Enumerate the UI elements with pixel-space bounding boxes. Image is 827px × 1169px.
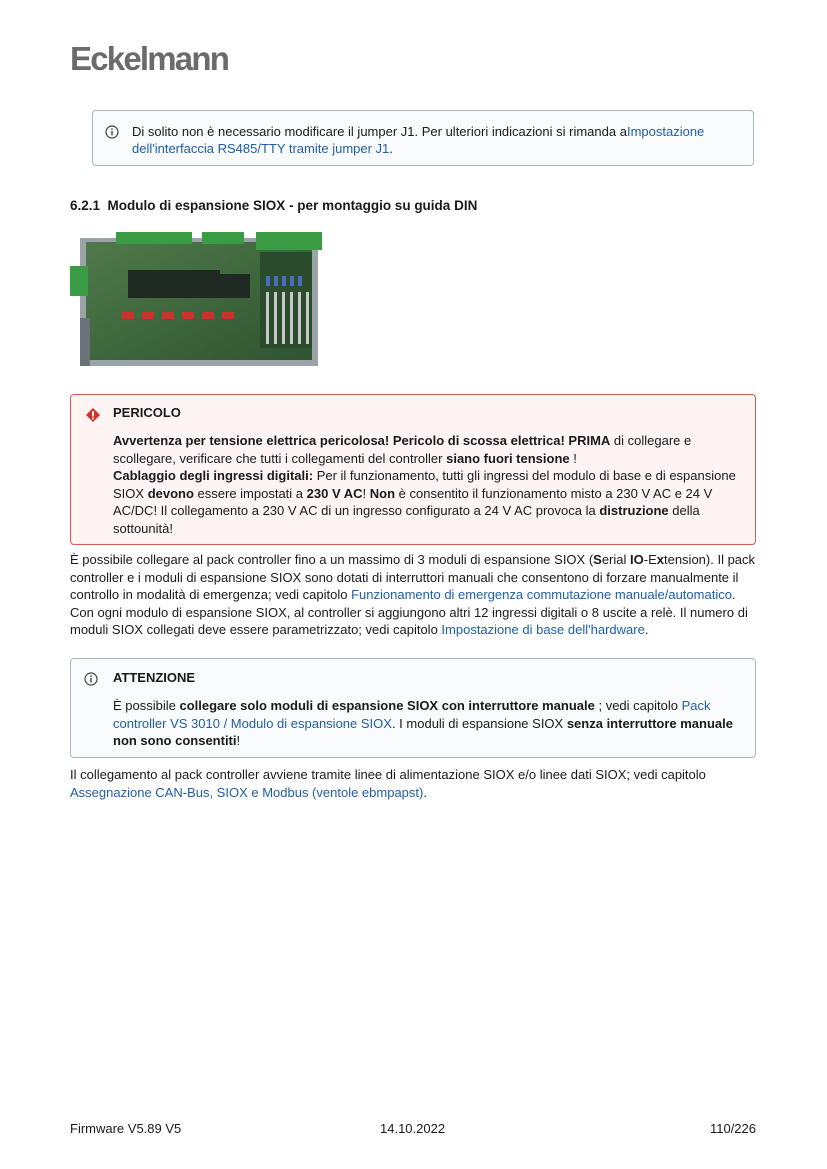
link-rs485-jumper[interactable]: Impostazione dell'interfaccia RS485/TTY tramite jumper J1 xyxy=(132,124,705,156)
footer-page-number: 110/226 xyxy=(709,1121,756,1136)
footer-date: 14.10.2022 xyxy=(380,1121,446,1136)
section-heading: 6.2.1 Modulo di espansione SIOX - per montaggio su guida DIN xyxy=(70,198,478,213)
siox-module-photo xyxy=(70,228,326,374)
info-note-text: Di solito non è necessario modificare il jumper J1. Per ulteriori indicazioni si rimanda aImpostazione dell'interfaccia RS485/TTY tramite jumper J1. xyxy=(132,124,705,156)
warning-diamond-icon xyxy=(85,407,101,428)
link-emergency-operation[interactable]: Funzionamento di emergenza commutazione manuale/automatico xyxy=(351,587,732,602)
attention-title: ATTENZIONE xyxy=(113,670,196,685)
link-hardware-setup[interactable]: Impostazione di base dell'hardware xyxy=(441,622,645,637)
paragraph-siox-intro: È possibile collegare al pack controller fino a un massimo di 3 moduli di espansione SIOX (Serial IO-Extension). Il pack controller e i moduli di espansione SIOX sono dotati di interruttori manuali che consentono di forzare manualmente il controllo in modalità di emergenza; vedi capitolo Funzionamento di emergenza commutazione manuale/automatico. Con ogni modulo di espansione SIOX, al controller si aggiungono altri 12 ingressi digitali o 8 uscite a relè. Il numero di moduli SIOX collegati deve essere parametrizzato; vedi capitolo Impostazione di base dell'hardware. xyxy=(70,552,756,637)
danger-text: Avvertenza per tensione elettrica pericolosa! Pericolo di scossa elettrica! PRIMA di collegare e scollegare, verificare che tutti i collegamenti del controller siano fuori tensione ! Cablaggio degli ingressi digitali: Per il funzionamento, tutti gli ingressi del modulo di base e di espansione SIOX devono essere impostati a 230 V AC! Non è consentito il funzionamento misto a 230 V AC e 24 V AC/DC! Il collegamento a 230 V AC di un ingresso configurato a 24 V AC provoca la distruzione della sottounità! xyxy=(113,433,736,536)
info-icon xyxy=(84,672,98,691)
eckelmann-logo: Eckelmann xyxy=(70,40,229,77)
attention-text: È possibile collegare solo moduli di espansione SIOX con interruttore manuale ; vedi capitolo Pack controller VS 3010 / Modulo di espansione SIOX. I moduli di espansione SIOX senza interruttore manuale non sono consentiti! xyxy=(113,698,733,748)
footer-firmware: Firmware V5.89 V5 xyxy=(70,1121,182,1136)
link-vs3010-siox[interactable]: Pack controller VS 3010 / Modulo di espansione SIOX xyxy=(113,698,711,731)
paragraph-connection: Il collegamento al pack controller avviene tramite linee di alimentazione SIOX e/o linee dati SIOX; vedi capitolo Assegnazione CAN-Bus, SIOX e Modbus (ventole ebmpapst). xyxy=(70,767,706,800)
danger-box xyxy=(70,394,756,545)
info-icon xyxy=(105,125,119,144)
link-can-bus-assignment[interactable]: Assegnazione CAN-Bus, SIOX e Modbus (ventole ebmpapst) xyxy=(70,784,424,800)
attention-box xyxy=(70,658,756,758)
info-note xyxy=(92,110,754,166)
danger-title: PERICOLO xyxy=(113,405,181,420)
